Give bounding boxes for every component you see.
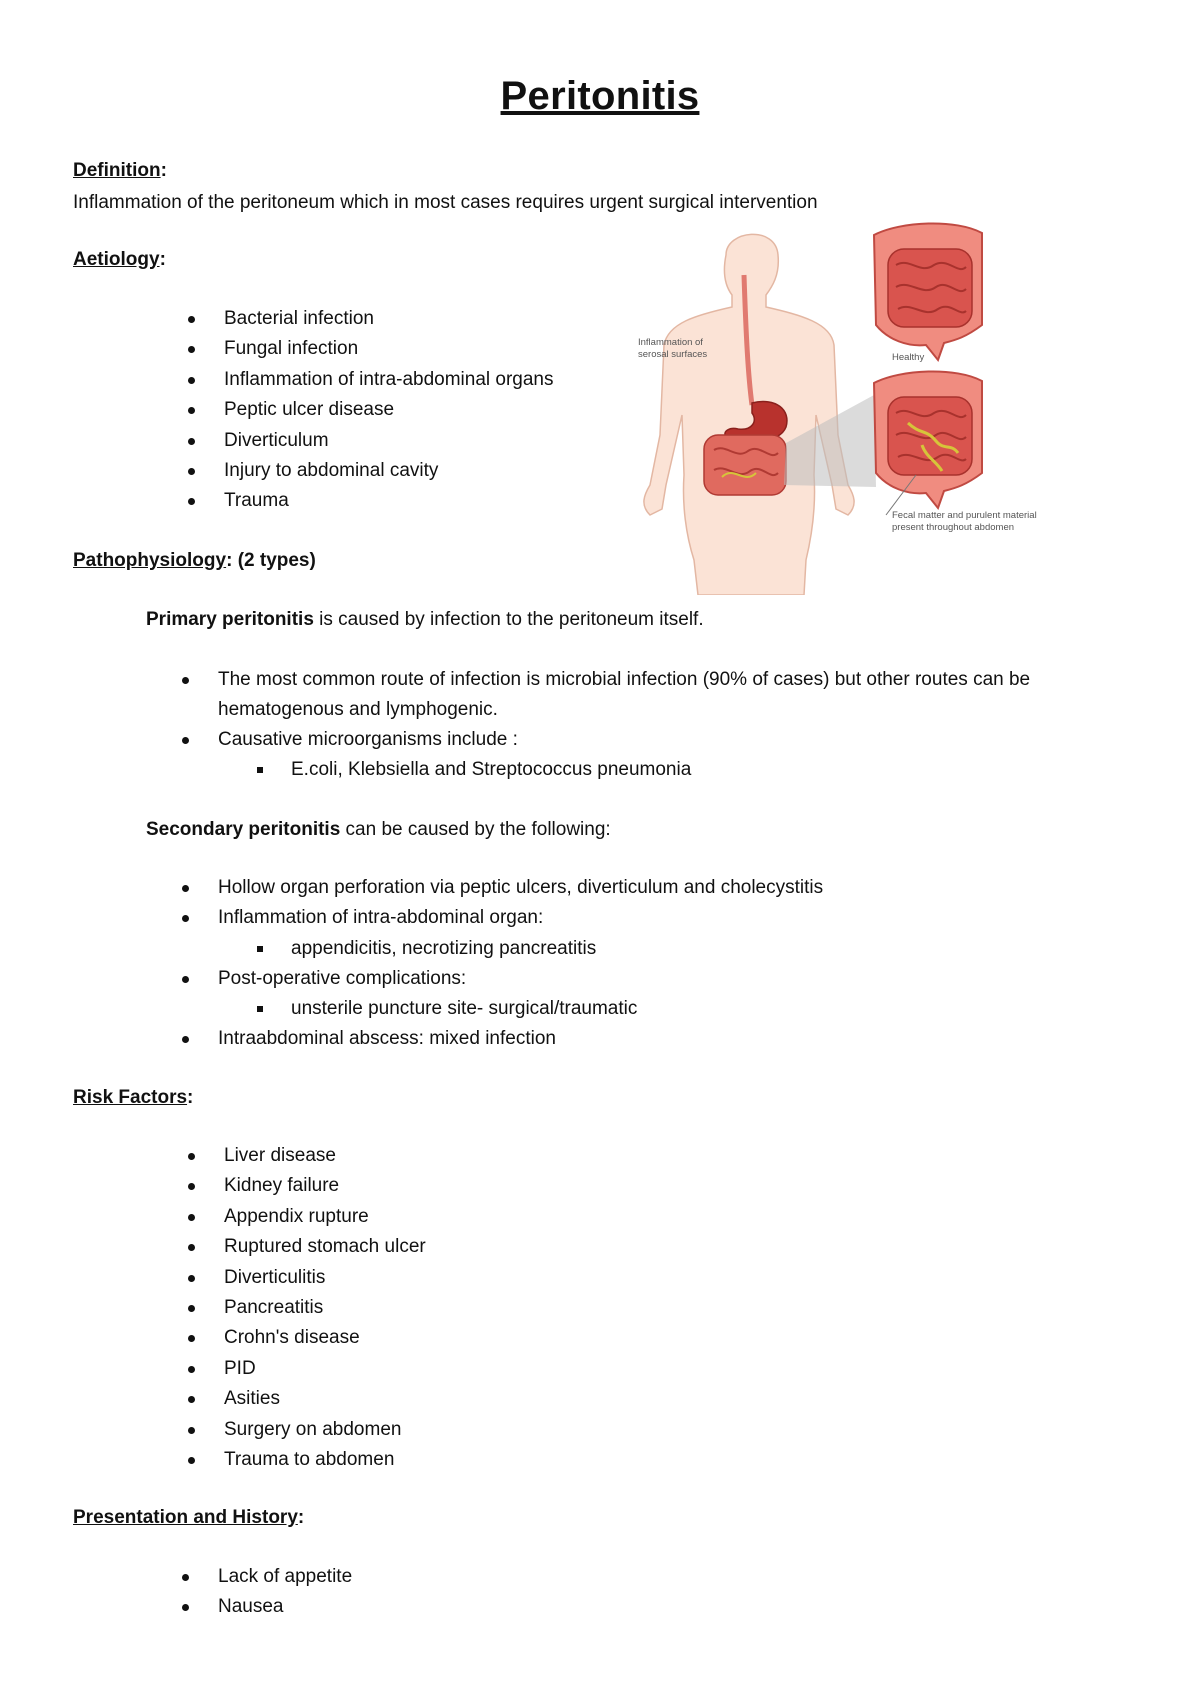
healthy-intestines [874,223,982,360]
label-fecal-line2: present throughout abdomen [892,522,1015,533]
list-item: Causative microorganisms include : [218,725,1133,755]
secondary-description: can be caused by the following: [340,819,611,840]
secondary-sublist-1 [291,934,596,964]
peritonitis-illustration [626,215,1096,595]
aetiology-heading-text: Aetiology [73,249,160,270]
list-item: Crohn's disease [224,1323,426,1353]
pathophysiology-heading: Pathophysiology: (2 types) [73,550,316,571]
human-body-figure [644,234,854,595]
list-item: Post-operative complications: [218,964,466,994]
primary-intro [146,605,704,635]
secondary-term: Secondary peritonitis [146,819,341,840]
list-item: Trauma [224,486,554,516]
definition-heading-text: Definition [73,160,161,181]
list-item: Ruptured stomach ulcer [224,1232,426,1262]
pathophysiology-suffix: (2 types) [237,550,316,571]
secondary-list-2 [218,964,466,994]
risk-factors-list [224,1141,426,1475]
secondary-intro [146,815,611,845]
list-item: Hollow organ perforation via peptic ulcers, diverticulum and cholecystitis [218,873,823,903]
definition-text: Inflammation of the peritoneum which in most cases requires urgent surgical intervention [73,192,818,213]
aetiology-heading: Aetiology: [73,249,166,270]
list-item: unsterile puncture site- surgical/traumatic [291,994,637,1024]
secondary-list-1 [218,873,823,934]
definition-heading: Definition: [73,160,167,181]
list-item: Diverticulitis [224,1263,426,1293]
presentation-heading-text: Presentation and History [73,1507,298,1528]
list-item: Appendix rupture [224,1202,426,1232]
aetiology-list [224,304,554,517]
pathophysiology-heading-text: Pathophysiology [73,550,227,571]
primary-term: Primary peritonitis [146,609,314,630]
list-item: Intraabdominal abscess: mixed infection [218,1024,556,1054]
primary-list [218,665,1133,755]
presentation-heading: Presentation and History: [73,1507,305,1528]
inflamed-intestines [874,371,982,508]
primary-description: is caused by infection to the peritoneum itself. [313,609,704,630]
secondary-list-3 [218,1024,556,1054]
list-item: Inflammation of intra-abdominal organ: [218,903,823,933]
primary-sublist [291,755,691,785]
risk-factors-heading: Risk Factors: [73,1087,194,1108]
label-fecal-line1: Fecal matter and purulent material [892,510,1037,521]
page-title: Peritonitis [500,74,700,118]
list-item: Inflammation of intra-abdominal organs [224,365,554,395]
label-serosal-line1: Inflammation of [638,337,703,348]
list-item: Asities [224,1384,426,1414]
risk-factors-heading-text: Risk Factors [73,1087,188,1108]
label-healthy: Healthy [892,352,925,363]
presentation-list [218,1562,352,1623]
label-serosal-line2: serosal surfaces [638,349,708,360]
list-item: Lack of appetite [218,1562,352,1592]
list-item: Surgery on abdomen [224,1415,426,1445]
list-item: Trauma to abdomen [224,1445,426,1475]
list-item: Kidney failure [224,1171,426,1201]
list-item: Bacterial infection [224,304,554,334]
list-item: Diverticulum [224,426,554,456]
list-item: Nausea [218,1592,352,1622]
list-item: Fungal infection [224,334,554,364]
list-item: Liver disease [224,1141,426,1171]
list-item: appendicitis, necrotizing pancreatitis [291,934,596,964]
list-item: Injury to abdominal cavity [224,456,554,486]
list-item: Pancreatitis [224,1293,426,1323]
list-item: The most common route of infection is microbial infection (90% of cases) but other routes can be hematogenous and lymphogenic. [218,665,1133,725]
body-intestines [704,435,786,495]
secondary-sublist-2 [291,994,637,1024]
list-item: E.coli, Klebsiella and Streptococcus pneumonia [291,755,691,785]
list-item: Peptic ulcer disease [224,395,554,425]
list-item: PID [224,1354,426,1384]
